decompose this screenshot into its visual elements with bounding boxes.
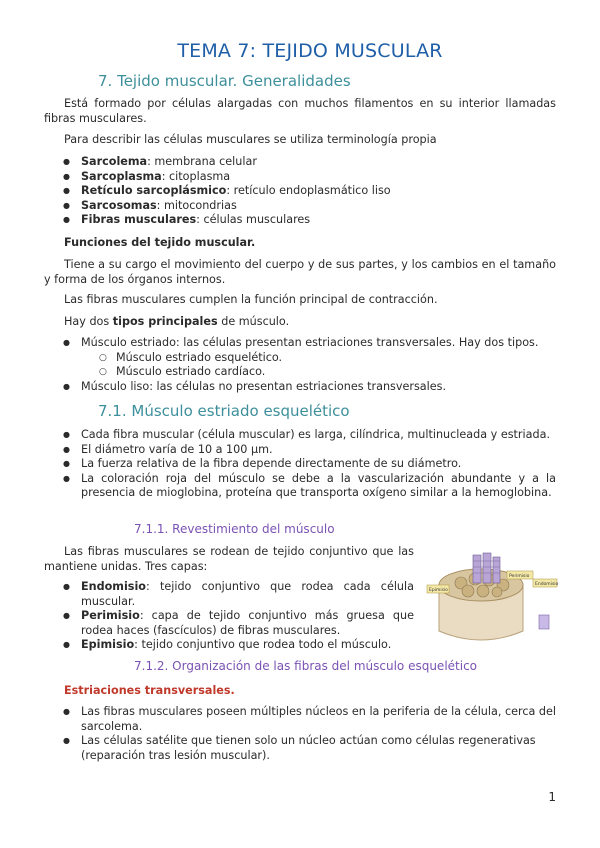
list-item: ○ Músculo estriado esquelético.	[97, 351, 562, 366]
list-item: ● Sarcolema: membrana celular	[62, 155, 542, 170]
list-item: ● Las fibras musculares poseen múltiples núcleos en la periferia de la célula, cerca del sarcolema.	[62, 705, 556, 734]
list-item: ● Sarcoplasma: citoplasma	[62, 170, 542, 185]
figure-label: Endomisio	[535, 582, 559, 587]
list-item: ● Fibras musculares: células musculares	[62, 213, 542, 228]
list-item: ● Perimisio: capa de tejido conjuntivo más gruesa que rodea haces (fascículos) de fibras musculares.	[62, 609, 414, 638]
paragraph-functions: Tiene a su cargo el movimiento del cuerpo y de sus partes, y los cambios en el tamaño y forma de los órganos internos.	[44, 258, 556, 286]
skeletal-list	[62, 428, 556, 501]
paragraph-contraction: Las fibras musculares cumplen la función principal de contracción.	[64, 293, 438, 306]
list-item: ● Músculo estriado: las células presentan estriaciones transversales. Hay dos tipos. ○ Músculo estriado esquelético. ○ Músculo estriado cardíaco.	[62, 336, 562, 380]
functions-heading: Funciones del tejido muscular.	[64, 236, 256, 249]
subsection-heading-7-1-2: 7.1.2. Organización de las fibras del músculo esquelético	[134, 659, 478, 673]
section-heading-7: 7. Tejido muscular. Generalidades	[98, 72, 351, 90]
paragraph-terminology: Para describir las células musculares se utiliza terminología propia	[64, 133, 437, 146]
page-title: TEMA 7: TEJIDO MUSCULAR	[177, 40, 443, 62]
list-item: ● Epimisio: tejido conjuntivo que rodea todo el músculo.	[62, 638, 414, 653]
list-item: ● La coloración roja del músculo se debe a la vascularización abundante y a la presencia de mioglobina, proteína que transporta oxígeno similar a la hemoglobina.	[62, 472, 556, 501]
muscle-types-list	[62, 336, 562, 394]
paragraph-intro: Está formado por células alargadas con muchos filamentos en su interior llamadas fibras musculares.	[44, 97, 556, 125]
paragraph-types: Hay dos tipos principales de músculo.	[64, 315, 290, 328]
list-item: ● Sarcosomas: mitocondrias	[62, 199, 542, 214]
striated-subtypes-list	[97, 351, 562, 380]
layers-list	[62, 580, 414, 653]
striations-heading: Estriaciones transversales.	[64, 684, 235, 697]
subsection-heading-7-1-1: 7.1.1. Revestimiento del músculo	[134, 522, 335, 536]
list-item: ● Retículo sarcoplásmico: retículo endoplasmático liso	[62, 184, 542, 199]
muscle-cross-section-figure	[421, 545, 561, 650]
paragraph-layers: Las fibras musculares se rodean de tejido conjuntivo que las mantiene unidas. Tres capas:	[44, 545, 414, 573]
terminology-list	[62, 155, 542, 228]
figure-label: Epimisio	[429, 588, 448, 593]
list-item: ● La fuerza relativa de la fibra depende directamente de su diámetro.	[62, 457, 556, 472]
striations-list	[62, 705, 556, 763]
section-heading-7-1: 7.1. Músculo estriado esquelético	[98, 402, 350, 420]
list-item: ○ Músculo estriado cardíaco.	[97, 365, 562, 380]
list-item: ● Cada fibra muscular (célula muscular) es larga, cilíndrica, multinucleada y estriada.	[62, 428, 556, 443]
list-item: ● El diámetro varía de 10 a 100 µm.	[62, 443, 556, 458]
list-item: ● Músculo liso: las células no presentan estriaciones transversales.	[62, 380, 562, 395]
page-number: 1	[548, 790, 556, 804]
list-item: ● Las células satélite que tienen solo un núcleo actúan como células regenerativas (reparación tras lesión muscular).	[62, 734, 556, 763]
figure-label: Perimisio	[509, 574, 530, 579]
list-item: ● Endomisio: tejido conjuntivo que rodea cada célula muscular.	[62, 580, 414, 609]
